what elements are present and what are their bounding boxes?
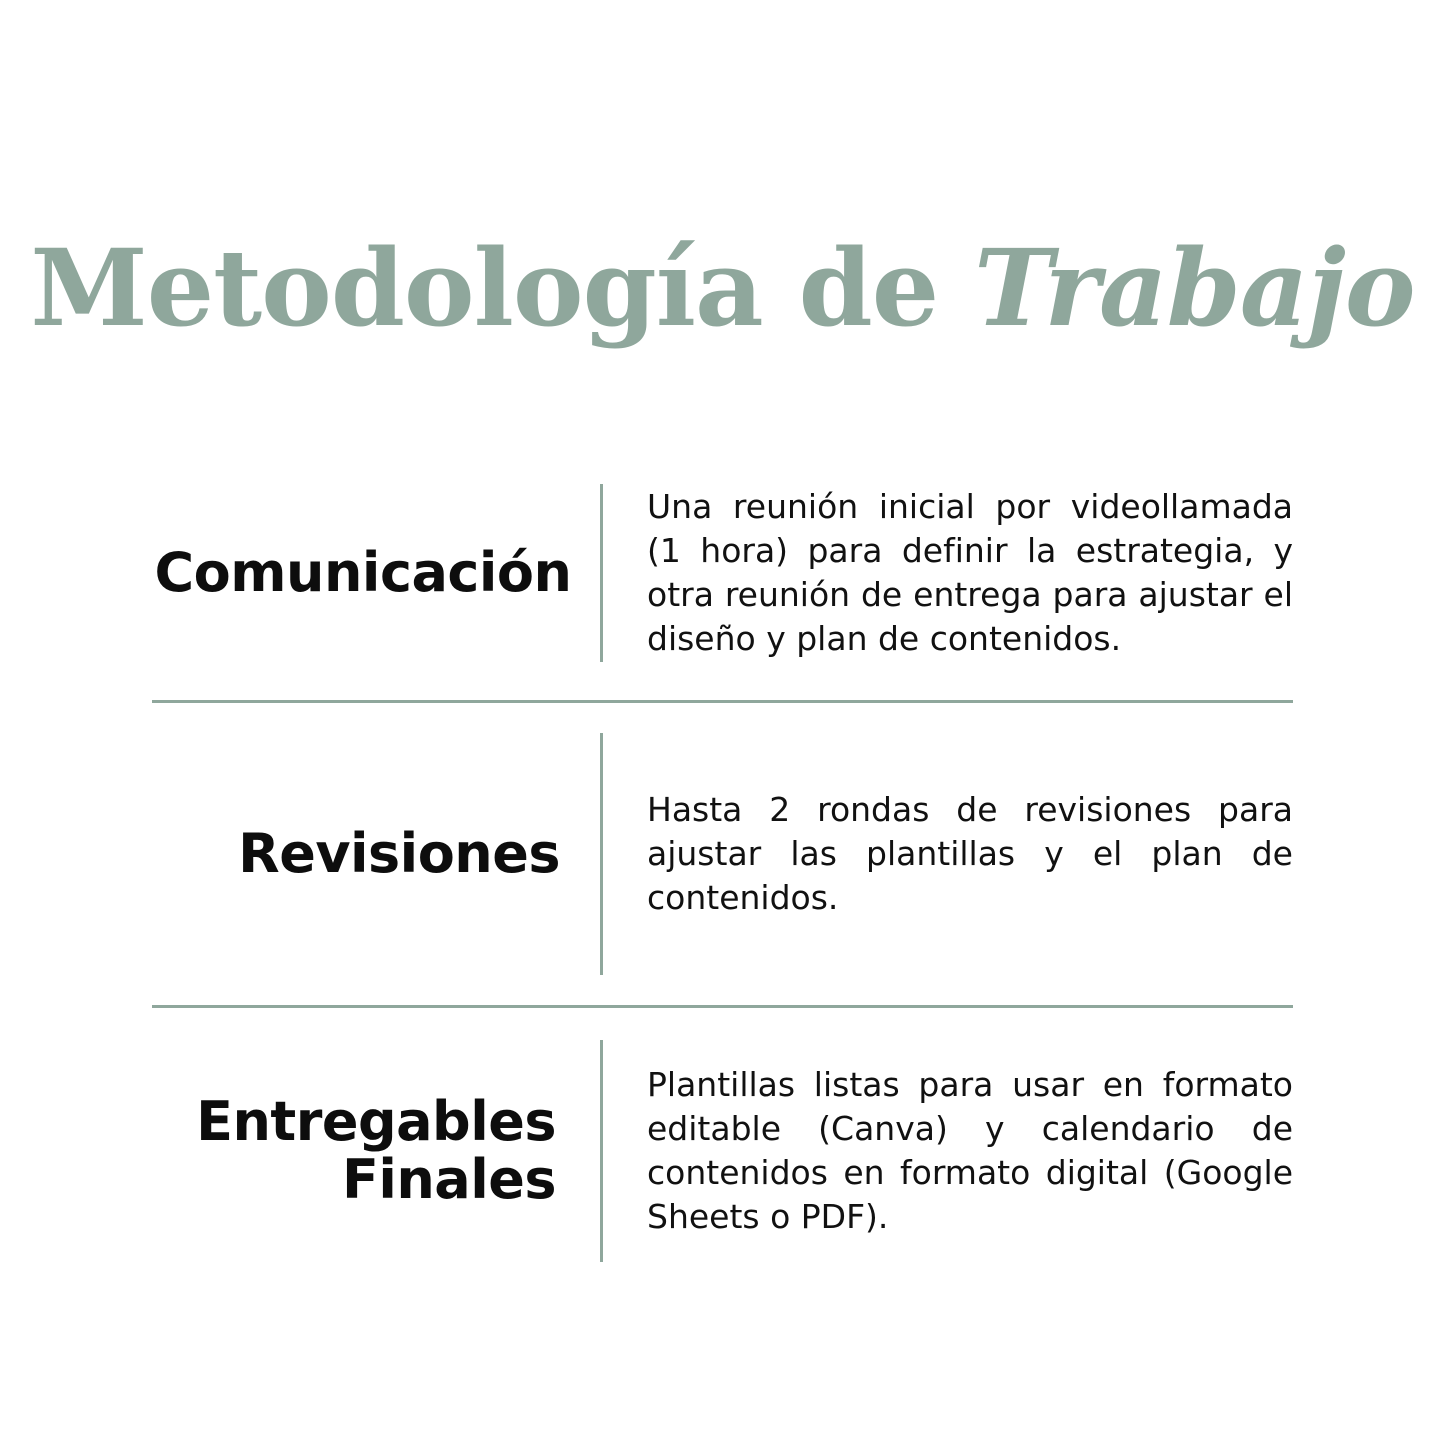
list-item: [152, 1026, 1293, 1276]
list-item-description: Una reunión inicial por videollamada (1 hora) para definir la estrategia, y otra reunión de entrega para ajustar el diseño y plan de contenidos.: [647, 487, 1293, 658]
list-item-label: Revisiones: [238, 821, 560, 885]
list-item-description: Hasta 2 rondas de revisiones para ajustar las plantillas y el plan de contenidos.: [647, 790, 1293, 917]
horizontal-divider: [152, 1005, 1293, 1008]
list-item: [152, 470, 1293, 682]
list-item-description: Plantillas listas para usar en formato editable (Canva) y calendario de contenidos en formato digital (Google Sheets o PDF).: [647, 1065, 1293, 1236]
page-title-italic: Trabajo: [974, 225, 1415, 350]
page-title-regular: Metodología de: [30, 225, 975, 350]
methodology-list: [152, 470, 1293, 1276]
page-title-text: [0, 225, 1445, 350]
list-item: [152, 719, 1293, 989]
page-title: [0, 225, 1445, 350]
list-item-label: Comunicación: [154, 540, 572, 604]
list-item-label: Entregables Finales: [196, 1089, 556, 1211]
horizontal-divider: [152, 700, 1293, 703]
